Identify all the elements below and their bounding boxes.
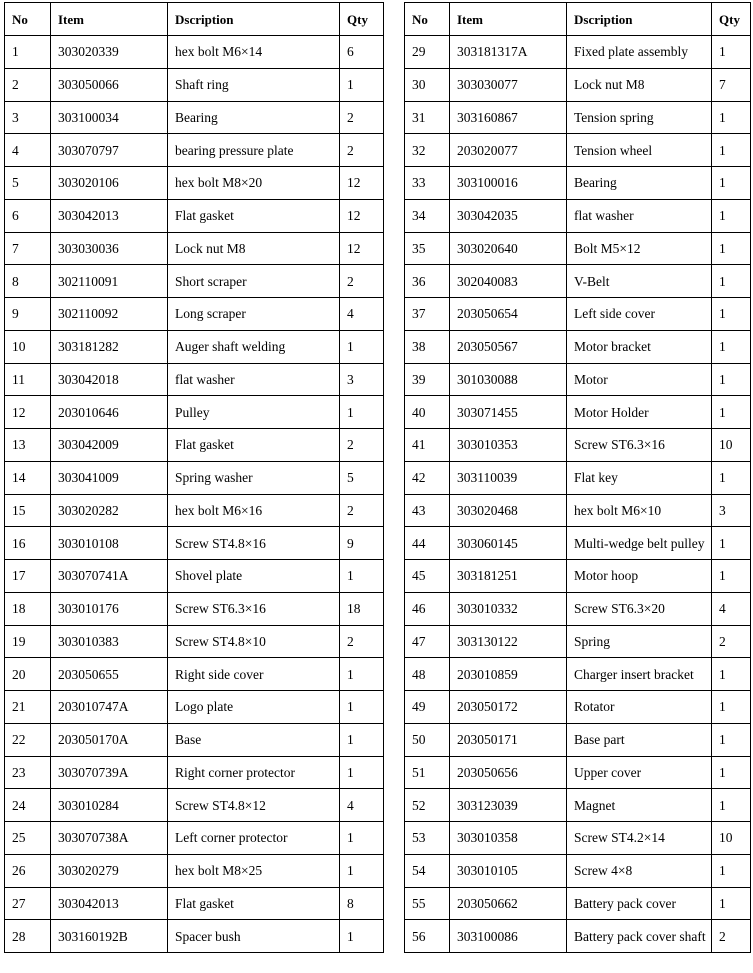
cell-qty: 1 bbox=[712, 167, 751, 200]
cell-no: 32 bbox=[405, 134, 450, 167]
cell-no: 22 bbox=[5, 723, 51, 756]
cell-description: hex bolt M6×10 bbox=[567, 494, 712, 527]
cell-description: Base part bbox=[567, 723, 712, 756]
cell-no: 3 bbox=[5, 101, 51, 134]
cell-description: Left side cover bbox=[567, 298, 712, 331]
header-no: No bbox=[5, 3, 51, 36]
cell-no: 47 bbox=[405, 625, 450, 658]
cell-description: Bolt M5×12 bbox=[567, 232, 712, 265]
cell-no: 25 bbox=[5, 822, 51, 855]
table-row bbox=[5, 330, 384, 363]
table-row bbox=[405, 298, 751, 331]
cell-item: 303042018 bbox=[51, 363, 168, 396]
cell-description: Fixed plate assembly bbox=[567, 36, 712, 69]
cell-description: Shovel plate bbox=[168, 560, 340, 593]
header-item: Item bbox=[51, 3, 168, 36]
table-row bbox=[5, 658, 384, 691]
cell-no: 13 bbox=[5, 429, 51, 462]
cell-item: 302110091 bbox=[51, 265, 168, 298]
cell-description: Right corner protector bbox=[168, 756, 340, 789]
table-row bbox=[5, 461, 384, 494]
cell-no: 28 bbox=[5, 920, 51, 953]
cell-qty: 1 bbox=[712, 527, 751, 560]
cell-item: 303010383 bbox=[51, 625, 168, 658]
cell-no: 16 bbox=[5, 527, 51, 560]
cell-description: Logo plate bbox=[168, 691, 340, 724]
table-row bbox=[5, 232, 384, 265]
table-row bbox=[405, 854, 751, 887]
table-row bbox=[405, 691, 751, 724]
cell-item: 303130122 bbox=[450, 625, 567, 658]
cell-qty: 4 bbox=[340, 789, 384, 822]
table-row bbox=[405, 461, 751, 494]
cell-qty: 8 bbox=[340, 887, 384, 920]
cell-no: 34 bbox=[405, 199, 450, 232]
cell-description: Spring washer bbox=[168, 461, 340, 494]
cell-no: 26 bbox=[5, 854, 51, 887]
cell-qty: 1 bbox=[340, 396, 384, 429]
cell-description: Bearing bbox=[168, 101, 340, 134]
cell-item: 303070797 bbox=[51, 134, 168, 167]
cell-no: 2 bbox=[5, 68, 51, 101]
cell-qty: 1 bbox=[340, 560, 384, 593]
cell-no: 43 bbox=[405, 494, 450, 527]
table-row bbox=[5, 68, 384, 101]
table-row bbox=[5, 691, 384, 724]
cell-item: 303020282 bbox=[51, 494, 168, 527]
cell-description: Flat key bbox=[567, 461, 712, 494]
cell-no: 46 bbox=[405, 592, 450, 625]
cell-qty: 1 bbox=[712, 199, 751, 232]
cell-item: 303123039 bbox=[450, 789, 567, 822]
cell-qty: 4 bbox=[712, 592, 751, 625]
cell-item: 303042013 bbox=[51, 887, 168, 920]
cell-qty: 1 bbox=[712, 363, 751, 396]
table-row bbox=[5, 625, 384, 658]
cell-description: Spring bbox=[567, 625, 712, 658]
header-qty: Qty bbox=[340, 3, 384, 36]
cell-qty: 6 bbox=[340, 36, 384, 69]
cell-qty: 12 bbox=[340, 199, 384, 232]
table-row bbox=[5, 560, 384, 593]
cell-description: Lock nut M8 bbox=[567, 68, 712, 101]
header-item: Item bbox=[450, 3, 567, 36]
cell-no: 35 bbox=[405, 232, 450, 265]
cell-description: Auger shaft welding bbox=[168, 330, 340, 363]
table-row bbox=[5, 199, 384, 232]
cell-item: 203050567 bbox=[450, 330, 567, 363]
cell-qty: 2 bbox=[340, 494, 384, 527]
cell-no: 30 bbox=[405, 68, 450, 101]
cell-item: 303070739A bbox=[51, 756, 168, 789]
table-row bbox=[405, 265, 751, 298]
table-row bbox=[5, 429, 384, 462]
cell-no: 29 bbox=[405, 36, 450, 69]
cell-qty: 1 bbox=[340, 68, 384, 101]
cell-qty: 2 bbox=[340, 134, 384, 167]
cell-qty: 1 bbox=[712, 723, 751, 756]
cell-item: 203010747A bbox=[51, 691, 168, 724]
cell-item: 203050172 bbox=[450, 691, 567, 724]
cell-qty: 1 bbox=[712, 658, 751, 691]
table-row bbox=[5, 527, 384, 560]
cell-qty: 5 bbox=[340, 461, 384, 494]
cell-description: Bearing bbox=[567, 167, 712, 200]
cell-qty: 10 bbox=[712, 429, 751, 462]
cell-no: 5 bbox=[5, 167, 51, 200]
table-row bbox=[5, 887, 384, 920]
cell-description: Screw ST4.2×14 bbox=[567, 822, 712, 855]
cell-item: 303010176 bbox=[51, 592, 168, 625]
table-row bbox=[405, 789, 751, 822]
cell-description: Shaft ring bbox=[168, 68, 340, 101]
table-row bbox=[5, 822, 384, 855]
cell-item: 303100086 bbox=[450, 920, 567, 953]
table-row bbox=[405, 822, 751, 855]
parts-table-right bbox=[404, 2, 751, 953]
cell-qty: 2 bbox=[340, 101, 384, 134]
cell-item: 303110039 bbox=[450, 461, 567, 494]
cell-qty: 4 bbox=[340, 298, 384, 331]
table-row bbox=[5, 36, 384, 69]
cell-qty: 18 bbox=[340, 592, 384, 625]
cell-no: 42 bbox=[405, 461, 450, 494]
cell-item: 301030088 bbox=[450, 363, 567, 396]
cell-qty: 1 bbox=[712, 756, 751, 789]
cell-no: 50 bbox=[405, 723, 450, 756]
cell-no: 24 bbox=[5, 789, 51, 822]
cell-description: flat washer bbox=[168, 363, 340, 396]
cell-item: 203050656 bbox=[450, 756, 567, 789]
cell-description: flat washer bbox=[567, 199, 712, 232]
cell-no: 36 bbox=[405, 265, 450, 298]
cell-item: 303010105 bbox=[450, 854, 567, 887]
cell-qty: 1 bbox=[712, 560, 751, 593]
table-row bbox=[405, 68, 751, 101]
cell-description: bearing pressure plate bbox=[168, 134, 340, 167]
cell-description: Spacer bush bbox=[168, 920, 340, 953]
cell-description: Flat gasket bbox=[168, 199, 340, 232]
cell-description: Motor hoop bbox=[567, 560, 712, 593]
cell-qty: 1 bbox=[712, 101, 751, 134]
cell-item: 303042009 bbox=[51, 429, 168, 462]
cell-no: 12 bbox=[5, 396, 51, 429]
cell-no: 51 bbox=[405, 756, 450, 789]
cell-item: 303010358 bbox=[450, 822, 567, 855]
table-row bbox=[5, 363, 384, 396]
table-row bbox=[5, 396, 384, 429]
cell-description: Flat gasket bbox=[168, 429, 340, 462]
cell-no: 39 bbox=[405, 363, 450, 396]
cell-item: 302040083 bbox=[450, 265, 567, 298]
cell-description: Screw ST6.3×20 bbox=[567, 592, 712, 625]
cell-item: 203050170A bbox=[51, 723, 168, 756]
cell-description: Magnet bbox=[567, 789, 712, 822]
cell-qty: 1 bbox=[340, 854, 384, 887]
cell-description: Pulley bbox=[168, 396, 340, 429]
cell-description: Screw ST4.8×10 bbox=[168, 625, 340, 658]
table-row bbox=[405, 756, 751, 789]
cell-description: Motor bracket bbox=[567, 330, 712, 363]
cell-no: 8 bbox=[5, 265, 51, 298]
table-row bbox=[5, 789, 384, 822]
cell-description: Rotator bbox=[567, 691, 712, 724]
cell-item: 203020077 bbox=[450, 134, 567, 167]
table-row bbox=[5, 494, 384, 527]
cell-no: 52 bbox=[405, 789, 450, 822]
cell-item: 303010284 bbox=[51, 789, 168, 822]
cell-description: Screw ST4.8×12 bbox=[168, 789, 340, 822]
cell-item: 203050171 bbox=[450, 723, 567, 756]
cell-no: 9 bbox=[5, 298, 51, 331]
cell-qty: 2 bbox=[340, 429, 384, 462]
cell-qty: 1 bbox=[712, 461, 751, 494]
table-row bbox=[5, 854, 384, 887]
cell-qty: 1 bbox=[340, 723, 384, 756]
cell-item: 302110092 bbox=[51, 298, 168, 331]
cell-no: 11 bbox=[5, 363, 51, 396]
cell-qty: 3 bbox=[340, 363, 384, 396]
cell-item: 203010646 bbox=[51, 396, 168, 429]
table-row bbox=[405, 723, 751, 756]
cell-description: Screw ST4.8×16 bbox=[168, 527, 340, 560]
cell-item: 303181251 bbox=[450, 560, 567, 593]
header-description: Dscription bbox=[567, 3, 712, 36]
table-row bbox=[405, 167, 751, 200]
header-description: Dscription bbox=[168, 3, 340, 36]
cell-no: 45 bbox=[405, 560, 450, 593]
cell-description: hex bolt M8×20 bbox=[168, 167, 340, 200]
table-row bbox=[5, 167, 384, 200]
cell-item: 303160192B bbox=[51, 920, 168, 953]
cell-item: 303060145 bbox=[450, 527, 567, 560]
cell-no: 1 bbox=[5, 36, 51, 69]
cell-no: 17 bbox=[5, 560, 51, 593]
cell-item: 303020279 bbox=[51, 854, 168, 887]
cell-description: Charger insert bracket bbox=[567, 658, 712, 691]
cell-qty: 10 bbox=[712, 822, 751, 855]
cell-no: 18 bbox=[5, 592, 51, 625]
cell-no: 10 bbox=[5, 330, 51, 363]
cell-description: Motor Holder bbox=[567, 396, 712, 429]
parts-table-left bbox=[4, 2, 384, 953]
cell-no: 49 bbox=[405, 691, 450, 724]
cell-item: 303181317A bbox=[450, 36, 567, 69]
cell-description: Motor bbox=[567, 363, 712, 396]
cell-qty: 1 bbox=[712, 232, 751, 265]
cell-qty: 2 bbox=[712, 920, 751, 953]
cell-qty: 2 bbox=[340, 625, 384, 658]
cell-description: Right side cover bbox=[168, 658, 340, 691]
cell-description: Screw ST6.3×16 bbox=[567, 429, 712, 462]
cell-item: 303042013 bbox=[51, 199, 168, 232]
table-row bbox=[405, 592, 751, 625]
cell-item: 303070738A bbox=[51, 822, 168, 855]
cell-no: 54 bbox=[405, 854, 450, 887]
cell-qty: 1 bbox=[712, 396, 751, 429]
cell-item: 303010332 bbox=[450, 592, 567, 625]
cell-description: V-Belt bbox=[567, 265, 712, 298]
table-row bbox=[405, 920, 751, 953]
cell-description: Multi-wedge belt pulley bbox=[567, 527, 712, 560]
cell-no: 48 bbox=[405, 658, 450, 691]
cell-item: 203050654 bbox=[450, 298, 567, 331]
cell-no: 19 bbox=[5, 625, 51, 658]
table-row bbox=[405, 396, 751, 429]
cell-qty: 1 bbox=[712, 789, 751, 822]
table-row bbox=[5, 592, 384, 625]
cell-qty: 1 bbox=[712, 330, 751, 363]
cell-qty: 1 bbox=[340, 822, 384, 855]
cell-qty: 7 bbox=[712, 68, 751, 101]
cell-qty: 2 bbox=[340, 265, 384, 298]
cell-description: Tension wheel bbox=[567, 134, 712, 167]
header-qty: Qty bbox=[712, 3, 751, 36]
table-row bbox=[5, 723, 384, 756]
table-header-row bbox=[405, 3, 751, 36]
cell-item: 303020468 bbox=[450, 494, 567, 527]
cell-qty: 9 bbox=[340, 527, 384, 560]
table-row bbox=[405, 36, 751, 69]
cell-item: 303071455 bbox=[450, 396, 567, 429]
cell-no: 38 bbox=[405, 330, 450, 363]
table-row bbox=[405, 560, 751, 593]
table-row bbox=[5, 265, 384, 298]
cell-item: 303030077 bbox=[450, 68, 567, 101]
cell-no: 56 bbox=[405, 920, 450, 953]
cell-no: 27 bbox=[5, 887, 51, 920]
cell-qty: 1 bbox=[712, 265, 751, 298]
cell-item: 203050662 bbox=[450, 887, 567, 920]
cell-description: Tension spring bbox=[567, 101, 712, 134]
cell-item: 303160867 bbox=[450, 101, 567, 134]
cell-description: hex bolt M8×25 bbox=[168, 854, 340, 887]
cell-no: 4 bbox=[5, 134, 51, 167]
cell-item: 303042035 bbox=[450, 199, 567, 232]
cell-item: 303070741A bbox=[51, 560, 168, 593]
cell-item: 303010353 bbox=[450, 429, 567, 462]
cell-no: 21 bbox=[5, 691, 51, 724]
cell-item: 203050655 bbox=[51, 658, 168, 691]
cell-qty: 3 bbox=[712, 494, 751, 527]
cell-qty: 1 bbox=[340, 920, 384, 953]
cell-description: Left corner protector bbox=[168, 822, 340, 855]
cell-item: 303050066 bbox=[51, 68, 168, 101]
cell-no: 15 bbox=[5, 494, 51, 527]
cell-qty: 1 bbox=[712, 36, 751, 69]
cell-no: 23 bbox=[5, 756, 51, 789]
cell-qty: 1 bbox=[712, 298, 751, 331]
cell-no: 44 bbox=[405, 527, 450, 560]
table-row bbox=[405, 887, 751, 920]
cell-qty: 1 bbox=[340, 330, 384, 363]
cell-item: 303100016 bbox=[450, 167, 567, 200]
cell-item: 303100034 bbox=[51, 101, 168, 134]
cell-qty: 12 bbox=[340, 167, 384, 200]
cell-item: 303020339 bbox=[51, 36, 168, 69]
table-row bbox=[405, 232, 751, 265]
cell-description: hex bolt M6×16 bbox=[168, 494, 340, 527]
cell-item: 203010859 bbox=[450, 658, 567, 691]
cell-item: 303020106 bbox=[51, 167, 168, 200]
table-row bbox=[5, 920, 384, 953]
cell-no: 31 bbox=[405, 101, 450, 134]
cell-item: 303030036 bbox=[51, 232, 168, 265]
cell-description: Base bbox=[168, 723, 340, 756]
cell-description: hex bolt M6×14 bbox=[168, 36, 340, 69]
cell-no: 37 bbox=[405, 298, 450, 331]
cell-qty: 1 bbox=[712, 887, 751, 920]
table-row bbox=[405, 363, 751, 396]
table-row bbox=[405, 527, 751, 560]
cell-qty: 1 bbox=[712, 854, 751, 887]
cell-no: 6 bbox=[5, 199, 51, 232]
table-row bbox=[405, 658, 751, 691]
cell-no: 7 bbox=[5, 232, 51, 265]
table-row bbox=[405, 429, 751, 462]
cell-qty: 1 bbox=[712, 134, 751, 167]
table-row bbox=[5, 134, 384, 167]
table-row bbox=[5, 101, 384, 134]
cell-description: Battery pack cover shaft bbox=[567, 920, 712, 953]
table-row bbox=[405, 625, 751, 658]
cell-description: Short scraper bbox=[168, 265, 340, 298]
cell-item: 303010108 bbox=[51, 527, 168, 560]
table-row bbox=[405, 330, 751, 363]
cell-description: Battery pack cover bbox=[567, 887, 712, 920]
table-row bbox=[405, 134, 751, 167]
cell-no: 53 bbox=[405, 822, 450, 855]
cell-item: 303041009 bbox=[51, 461, 168, 494]
table-header-row bbox=[5, 3, 384, 36]
cell-no: 55 bbox=[405, 887, 450, 920]
table-row bbox=[5, 298, 384, 331]
cell-qty: 2 bbox=[712, 625, 751, 658]
cell-item: 303181282 bbox=[51, 330, 168, 363]
cell-qty: 1 bbox=[340, 756, 384, 789]
cell-description: Long scraper bbox=[168, 298, 340, 331]
table-row bbox=[405, 101, 751, 134]
table-row bbox=[405, 494, 751, 527]
cell-description: Lock nut M8 bbox=[168, 232, 340, 265]
cell-item: 303020640 bbox=[450, 232, 567, 265]
cell-description: Flat gasket bbox=[168, 887, 340, 920]
cell-qty: 12 bbox=[340, 232, 384, 265]
cell-no: 20 bbox=[5, 658, 51, 691]
table-row bbox=[5, 756, 384, 789]
cell-description: Screw 4×8 bbox=[567, 854, 712, 887]
cell-qty: 1 bbox=[340, 691, 384, 724]
table-row bbox=[405, 199, 751, 232]
cell-no: 33 bbox=[405, 167, 450, 200]
cell-no: 41 bbox=[405, 429, 450, 462]
cell-qty: 1 bbox=[340, 658, 384, 691]
cell-description: Screw ST6.3×16 bbox=[168, 592, 340, 625]
cell-no: 14 bbox=[5, 461, 51, 494]
cell-qty: 1 bbox=[712, 691, 751, 724]
cell-description: Upper cover bbox=[567, 756, 712, 789]
cell-no: 40 bbox=[405, 396, 450, 429]
header-no: No bbox=[405, 3, 450, 36]
